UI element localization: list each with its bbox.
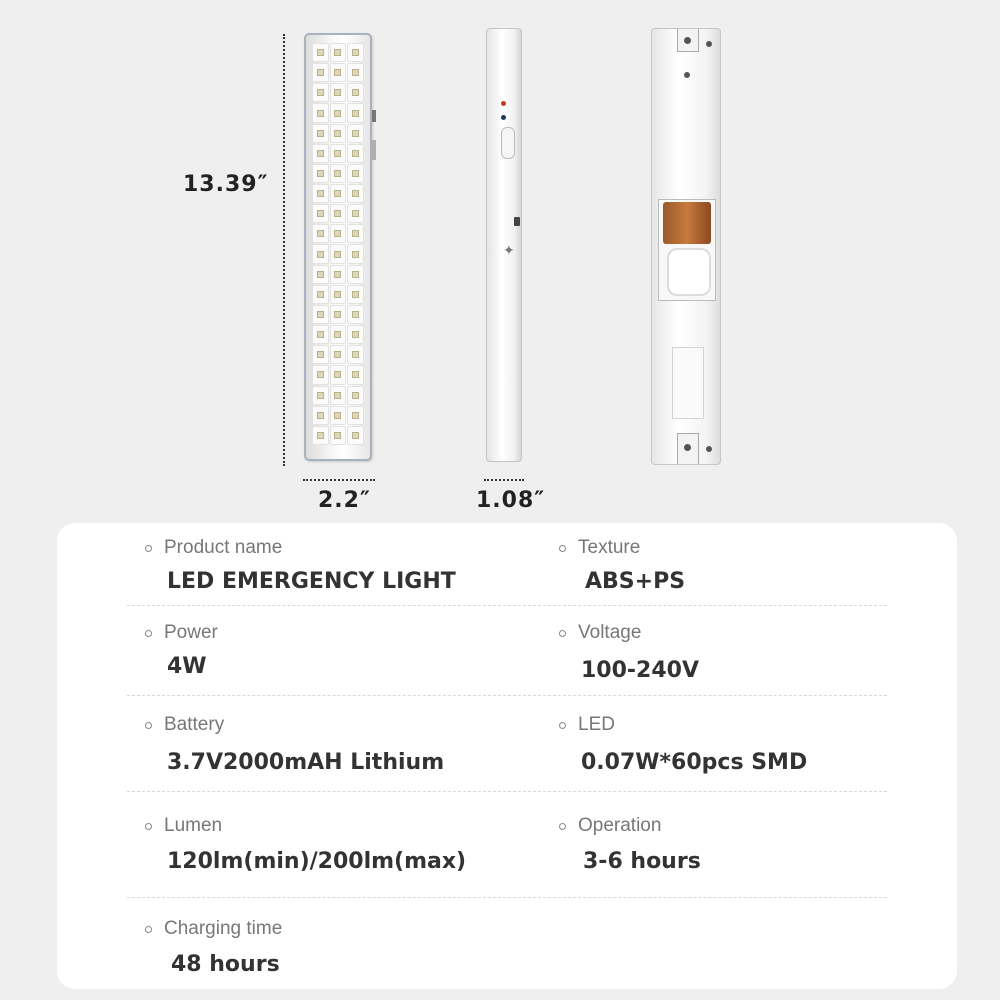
led-chip-icon: [352, 271, 359, 278]
led-chip-icon: [352, 291, 359, 298]
led-chip-icon: [334, 210, 341, 217]
led-cell: [347, 164, 364, 183]
led-chip-icon: [352, 110, 359, 117]
led-cell: [330, 426, 347, 445]
bullet-icon: [145, 545, 152, 552]
led-cell: [312, 184, 329, 203]
led-chip-icon: [334, 150, 341, 157]
spec-value: 48 hours: [171, 952, 280, 977]
bullet-icon: [559, 722, 566, 729]
bottom-mounting-hook-icon: [677, 433, 699, 464]
led-chip-icon: [352, 49, 359, 56]
charging-indicator-icon: [501, 101, 506, 106]
led-chip-icon: [334, 170, 341, 177]
led-chip-icon: [317, 351, 324, 358]
led-cell: [330, 63, 347, 82]
spec-label: Lumen: [164, 815, 223, 836]
led-chip-icon: [334, 49, 341, 56]
spec-card: [57, 523, 957, 989]
led-cell: [347, 224, 364, 243]
led-cell: [330, 184, 347, 203]
led-cell: [330, 224, 347, 243]
led-chip-icon: [317, 130, 324, 137]
led-chip-icon: [317, 190, 324, 197]
spec-operation: [559, 815, 701, 874]
depth-dimension-label: 1.08″: [476, 488, 546, 513]
led-cell: [312, 144, 329, 163]
spec-value: 3-6 hours: [583, 849, 701, 874]
led-chip-icon: [334, 371, 341, 378]
spec-value: 3.7V2000mAH Lithium: [167, 750, 445, 775]
spec-battery: [145, 714, 444, 775]
led-chip-icon: [352, 392, 359, 399]
led-cell: [347, 406, 364, 425]
spec-label: Battery: [164, 714, 225, 735]
led-chip-icon: [352, 351, 359, 358]
status-indicator-icon: [501, 115, 506, 120]
led-chip-icon: [317, 210, 324, 217]
led-cell: [330, 103, 347, 122]
row-divider: [127, 695, 887, 696]
led-cell: [330, 325, 347, 344]
side-view: [486, 28, 522, 462]
led-chip-icon: [317, 412, 324, 419]
led-cell: [312, 244, 329, 263]
spec-power: [145, 622, 218, 679]
back-view: [651, 28, 721, 465]
side-notch: [372, 140, 376, 160]
led-chip-icon: [317, 251, 324, 258]
spec-value: ABS+PS: [585, 569, 686, 594]
led-chip-icon: [334, 69, 341, 76]
bullet-icon: [559, 545, 566, 552]
spec-label: Power: [164, 622, 218, 643]
spec-voltage: [559, 622, 699, 683]
led-chip-icon: [352, 150, 359, 157]
row-divider: [127, 897, 887, 898]
led-chip-icon: [317, 311, 324, 318]
row-divider: [127, 605, 887, 606]
led-cell: [347, 43, 364, 62]
led-cell: [330, 144, 347, 163]
spec-texture: [559, 537, 685, 594]
led-chip-icon: [352, 130, 359, 137]
led-chip-icon: [317, 49, 324, 56]
led-cell: [312, 224, 329, 243]
led-chip-icon: [352, 432, 359, 439]
led-chip-icon: [352, 311, 359, 318]
top-mounting-hook-icon: [677, 29, 699, 52]
led-cell: [347, 345, 364, 364]
power-switch: [501, 127, 515, 159]
led-cell: [347, 103, 364, 122]
battery-compartment: [658, 199, 716, 301]
row-divider: [127, 791, 887, 792]
led-cell: [347, 144, 364, 163]
led-cell: [330, 124, 347, 143]
led-chip-icon: [317, 89, 324, 96]
led-chip-icon: [334, 89, 341, 96]
height-dimension-line: [283, 34, 285, 466]
led-cell: [312, 305, 329, 324]
spec-value: 0.07W*60pcs SMD: [581, 750, 808, 775]
width-dimension-line: [303, 479, 375, 481]
led-chip-icon: [352, 170, 359, 177]
bullet-icon: [145, 823, 152, 830]
front-view: [304, 33, 372, 461]
led-cell: [312, 325, 329, 344]
led-chip-icon: [352, 412, 359, 419]
led-cell: [330, 345, 347, 364]
spec-led: [559, 714, 807, 775]
led-chip-icon: [334, 311, 341, 318]
spec-label: Voltage: [578, 622, 642, 643]
led-chip-icon: [317, 110, 324, 117]
led-cell: [347, 204, 364, 223]
led-cell: [330, 305, 347, 324]
led-cell: [330, 365, 347, 384]
led-chip-icon: [334, 291, 341, 298]
led-cell: [347, 244, 364, 263]
led-cell: [347, 386, 364, 405]
led-chip-icon: [352, 371, 359, 378]
led-chip-icon: [334, 351, 341, 358]
led-cell: [330, 244, 347, 263]
bullet-icon: [559, 823, 566, 830]
led-cell: [330, 83, 347, 102]
led-chip-icon: [352, 230, 359, 237]
led-cell: [312, 124, 329, 143]
led-grid: [312, 43, 364, 445]
led-cell: [312, 345, 329, 364]
bullet-icon: [145, 926, 152, 933]
spec-value: LED EMERGENCY LIGHT: [167, 569, 456, 594]
led-cell: [347, 426, 364, 445]
led-chip-icon: [352, 251, 359, 258]
height-dimension-label: 13.39″: [183, 172, 269, 197]
led-chip-icon: [317, 392, 324, 399]
led-chip-icon: [352, 89, 359, 96]
led-cell: [347, 305, 364, 324]
brand-logo-icon: ✦: [503, 243, 515, 259]
spec-value: 120lm(min)/200lm(max): [167, 849, 467, 874]
bullet-icon: [145, 630, 152, 637]
led-cell: [312, 63, 329, 82]
battery-icon: [663, 202, 711, 244]
led-chip-icon: [352, 210, 359, 217]
led-cell: [347, 325, 364, 344]
led-chip-icon: [334, 271, 341, 278]
led-chip-icon: [334, 230, 341, 237]
spec-charging-time: [145, 918, 282, 977]
mounting-screw-icon: [706, 41, 712, 47]
led-cell: [312, 164, 329, 183]
led-cell: [312, 406, 329, 425]
led-chip-icon: [317, 69, 324, 76]
spec-lumen: [145, 815, 466, 874]
spec-label: Product name: [164, 537, 283, 558]
led-cell: [347, 365, 364, 384]
rating-label: [672, 347, 704, 419]
led-cell: [330, 164, 347, 183]
led-cell: [312, 265, 329, 284]
spec-label: LED: [578, 714, 615, 735]
led-cell: [312, 204, 329, 223]
led-cell: [312, 83, 329, 102]
led-cell: [330, 285, 347, 304]
spec-product-name: [145, 537, 456, 594]
led-chip-icon: [317, 230, 324, 237]
mounting-hole-icon: [684, 72, 690, 78]
led-chip-icon: [317, 371, 324, 378]
spec-value: 100-240V: [581, 658, 700, 683]
led-chip-icon: [317, 150, 324, 157]
led-chip-icon: [334, 331, 341, 338]
bottom-screw-icon: [706, 446, 712, 452]
led-cell: [347, 83, 364, 102]
charging-port-icon: [514, 217, 520, 226]
led-cell: [347, 63, 364, 82]
led-cell: [347, 285, 364, 304]
battery-connector-icon: [667, 248, 711, 296]
spec-label: Charging time: [164, 918, 283, 939]
led-cell: [330, 406, 347, 425]
led-cell: [312, 426, 329, 445]
spec-label: Texture: [578, 537, 641, 558]
led-cell: [330, 265, 347, 284]
led-chip-icon: [334, 412, 341, 419]
led-chip-icon: [352, 331, 359, 338]
led-chip-icon: [317, 432, 324, 439]
led-chip-icon: [317, 291, 324, 298]
led-chip-icon: [317, 331, 324, 338]
led-cell: [312, 386, 329, 405]
led-cell: [330, 204, 347, 223]
led-cell: [312, 43, 329, 62]
led-chip-icon: [334, 251, 341, 258]
led-cell: [312, 365, 329, 384]
led-chip-icon: [352, 190, 359, 197]
depth-dimension-line: [484, 479, 524, 481]
led-chip-icon: [334, 190, 341, 197]
spec-label: Operation: [578, 815, 662, 836]
bullet-icon: [559, 630, 566, 637]
led-cell: [312, 285, 329, 304]
width-dimension-label: 2.2″: [318, 488, 371, 513]
led-cell: [330, 43, 347, 62]
bullet-icon: [145, 722, 152, 729]
led-chip-icon: [334, 110, 341, 117]
led-chip-icon: [317, 271, 324, 278]
led-cell: [347, 124, 364, 143]
led-chip-icon: [334, 392, 341, 399]
led-chip-icon: [334, 432, 341, 439]
led-cell: [347, 184, 364, 203]
led-chip-icon: [334, 130, 341, 137]
led-cell: [347, 265, 364, 284]
led-chip-icon: [317, 170, 324, 177]
led-cell: [330, 386, 347, 405]
spec-value: 4W: [167, 654, 207, 679]
led-chip-icon: [352, 69, 359, 76]
led-cell: [312, 103, 329, 122]
side-button: [372, 110, 376, 122]
